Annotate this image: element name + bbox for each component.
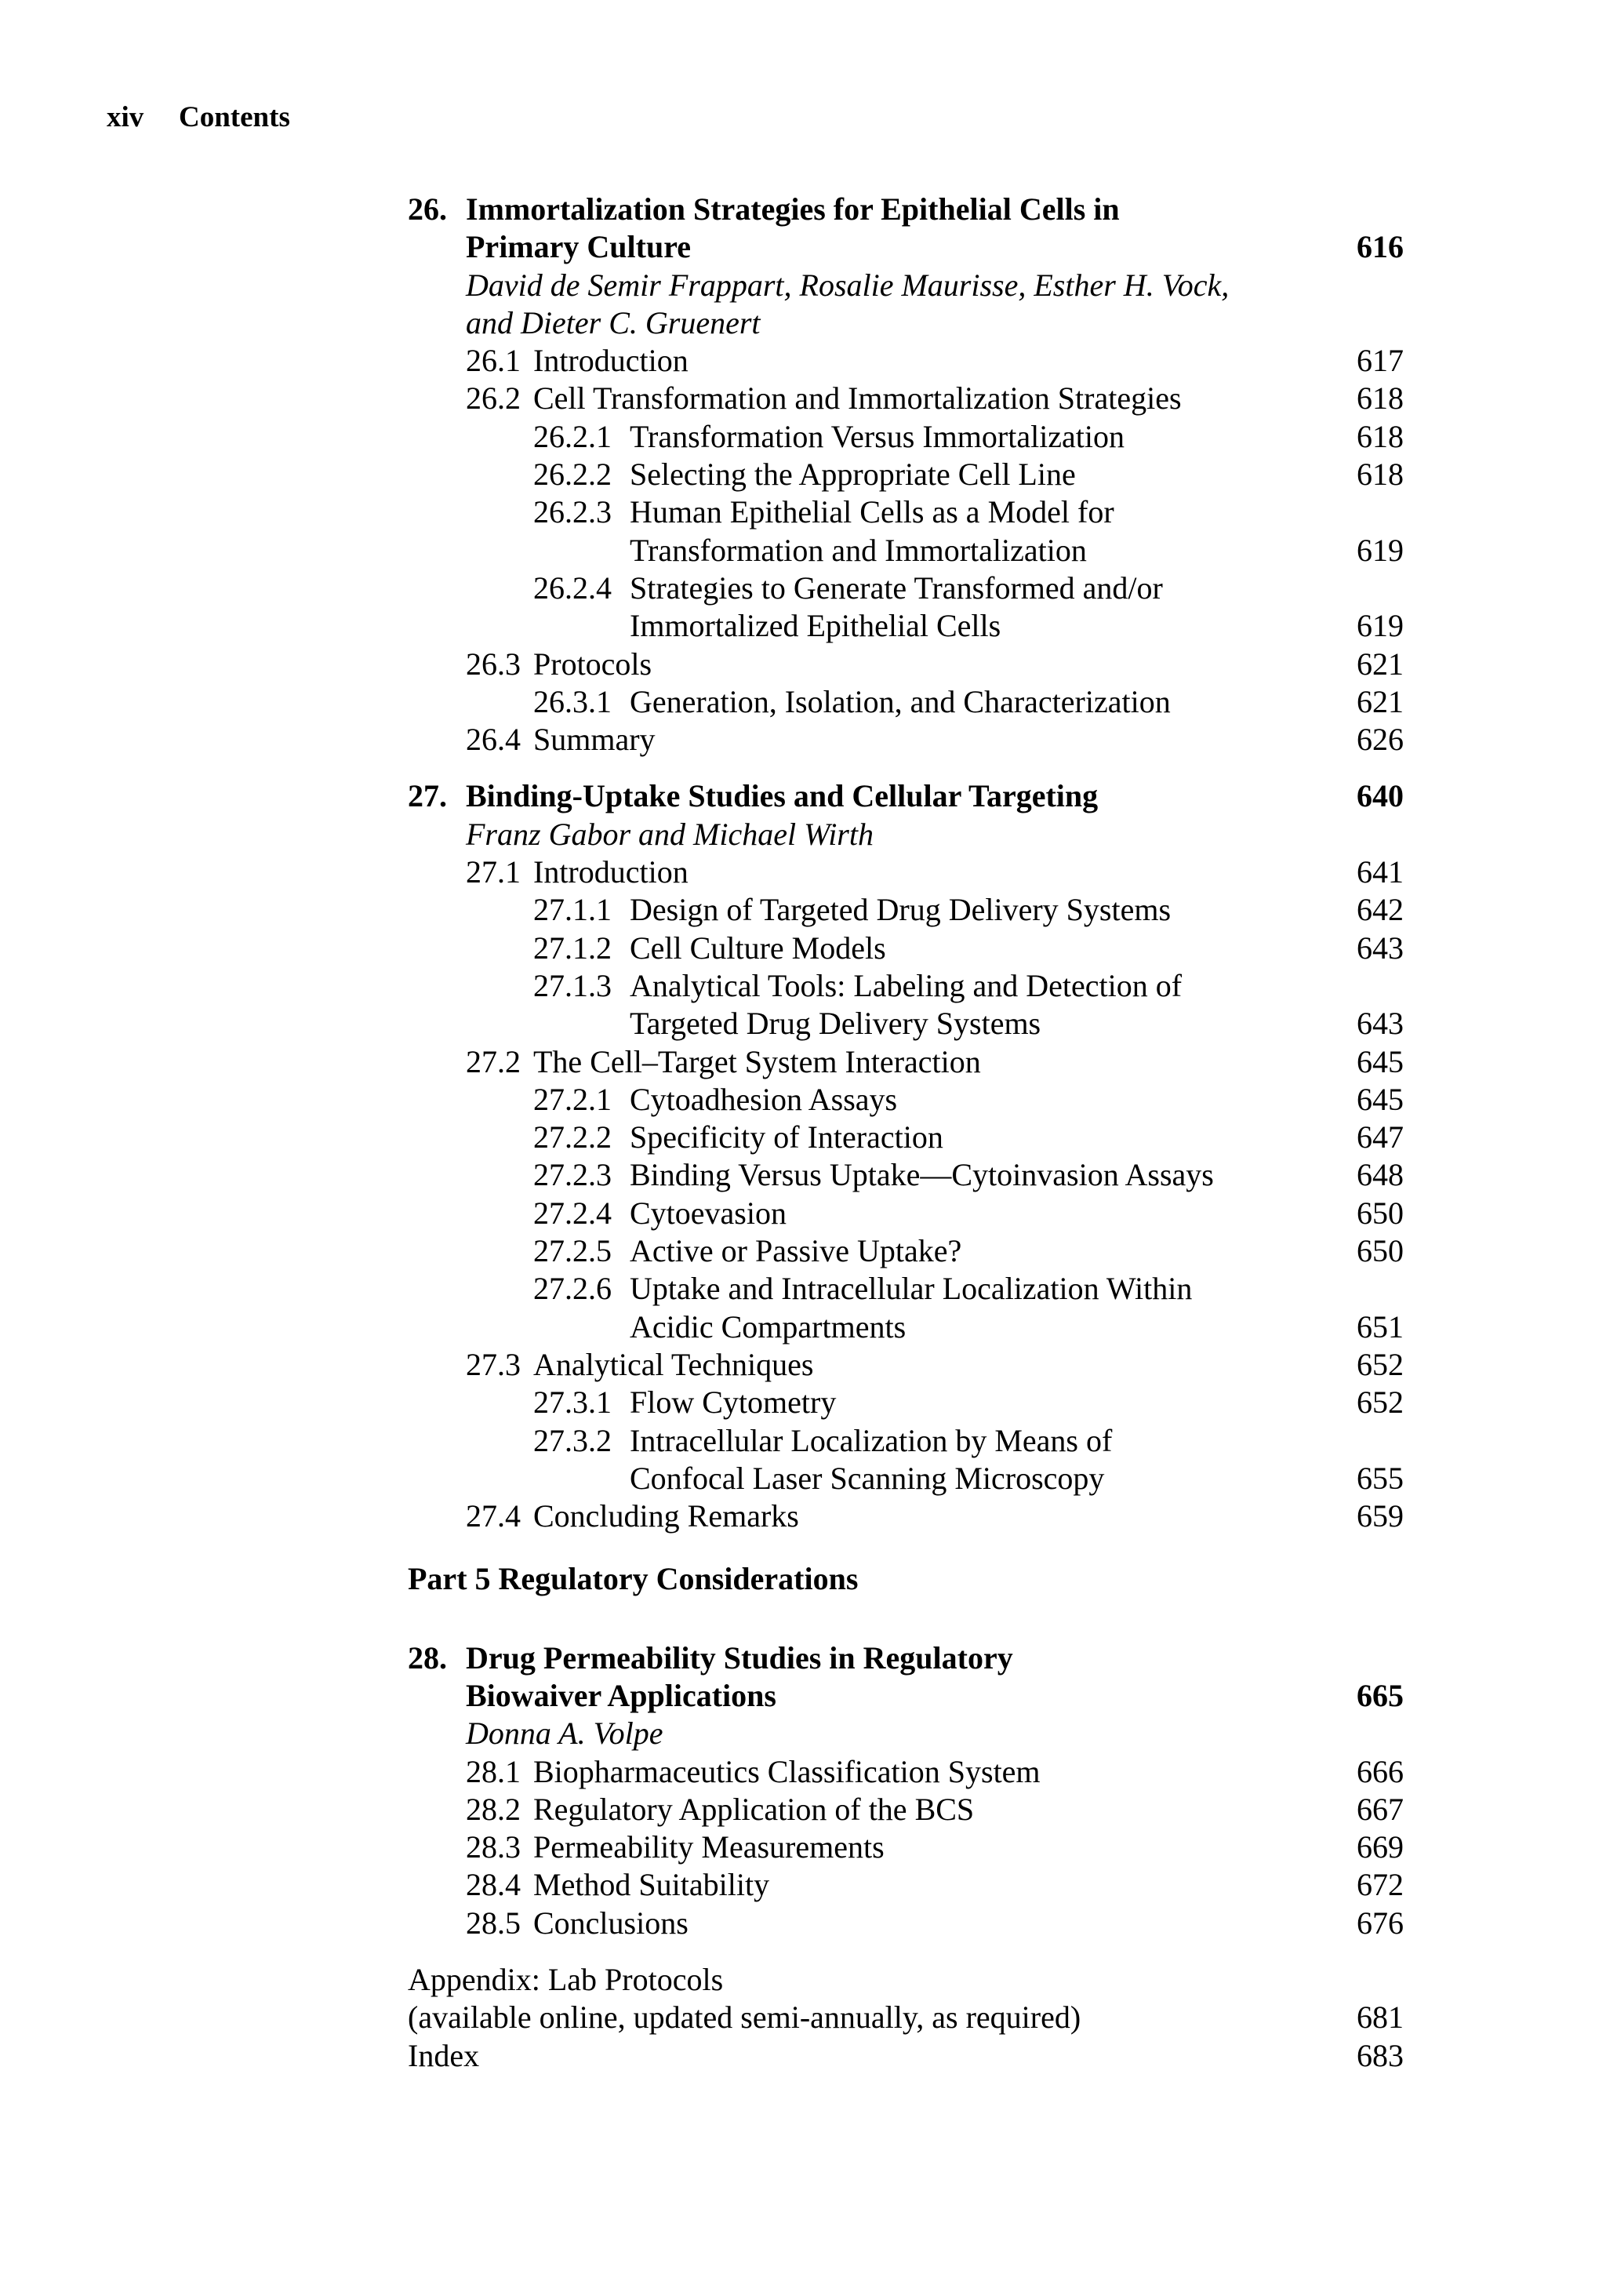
section-entry-continued	[408, 532, 1404, 569]
section-title: Specificity of Interaction	[630, 1119, 943, 1155]
section-number: 27.3.2	[533, 1422, 612, 1458]
section-title: Uptake and Intracellular Localization Within	[630, 1271, 1193, 1307]
page-number: 651	[1357, 1308, 1404, 1344]
chapter-number: 26.	[408, 191, 447, 227]
section-number: 28.3	[466, 1829, 521, 1865]
section-entry	[408, 1346, 1404, 1384]
chapter-title-line	[408, 1677, 1404, 1715]
section-entry-continued	[408, 1460, 1404, 1497]
section-entry	[408, 721, 1404, 759]
section-title: Strategies to Generate Transformed and/or	[630, 569, 1163, 606]
back-matter-entry	[408, 1999, 1404, 2036]
page-number: 681	[1357, 1999, 1404, 2036]
section-title: Concluding Remarks	[533, 1498, 799, 1534]
section-title: Cytoadhesion Assays	[630, 1081, 898, 1117]
subsection-entry	[408, 1384, 1404, 1421]
subsection-entry	[408, 930, 1404, 967]
section-number: 27.2.1	[533, 1081, 612, 1117]
section-number: 28.5	[466, 1905, 521, 1941]
section-entry	[408, 380, 1404, 417]
page-number: 643	[1357, 1006, 1404, 1042]
section-title: Binding Versus Uptake—Cytoinvasion Assays	[630, 1157, 1214, 1193]
section-number: 26.2.4	[533, 569, 612, 606]
section-title: Permeability Measurements	[533, 1829, 885, 1865]
section-entry-continued	[408, 1005, 1404, 1042]
section-number: 27.1.2	[533, 930, 612, 966]
section-title: Summary	[533, 722, 656, 758]
page-number: 648	[1357, 1157, 1404, 1193]
back-matter-entry	[408, 2037, 1404, 2075]
running-head-title: Contents	[179, 101, 290, 133]
section-title: Flow Cytometry	[630, 1385, 837, 1421]
section-title: Selecting the Appropriate Cell Line	[630, 457, 1076, 493]
back-matter-entry	[408, 1961, 1404, 1999]
section-title: Active or Passive Uptake?	[630, 1233, 962, 1269]
section-number: 27.1	[466, 854, 521, 890]
spacer	[408, 1535, 1404, 1560]
page-number: 619	[1357, 608, 1404, 644]
chapter-number: 28.	[408, 1639, 447, 1676]
section-entry	[408, 1497, 1404, 1535]
chapter-authors	[408, 1715, 1404, 1752]
section-number: 27.2.5	[533, 1233, 612, 1269]
section-number: 28.4	[466, 1867, 521, 1903]
section-title: Analytical Tools: Labeling and Detection of	[630, 967, 1183, 1003]
back-matter-title: Index	[408, 2037, 480, 2073]
page-number: 652	[1357, 1385, 1404, 1421]
section-title: Cytoevasion	[630, 1195, 787, 1231]
subsection-entry	[408, 1119, 1404, 1156]
section-number: 26.4	[466, 722, 521, 758]
subsection-entry	[408, 1422, 1404, 1460]
section-entry-continued	[408, 1308, 1404, 1346]
section-title-continued: Immortalized Epithelial Cells	[630, 608, 1001, 644]
section-number: 27.4	[466, 1498, 521, 1534]
section-number: 26.3.1	[533, 683, 612, 719]
section-title: Human Epithelial Cells as a Model for	[630, 494, 1114, 530]
section-title: Intracellular Localization by Means of	[630, 1422, 1113, 1458]
subsection-entry	[408, 891, 1404, 929]
subsection-entry	[408, 1270, 1404, 1308]
section-title: Cell Transformation and Immortalization Strategies	[533, 380, 1182, 417]
chapter-title: Drug Permeability Studies in Regulatory	[466, 1639, 1013, 1676]
section-number: 27.1.1	[533, 892, 612, 928]
section-number: 27.2	[466, 1043, 521, 1079]
section-title: Introduction	[533, 343, 689, 379]
section-title: Analytical Techniques	[533, 1346, 814, 1382]
page-number: 621	[1357, 646, 1404, 682]
chapter-title: Immortalization Strategies for Epithelial Cells in	[466, 191, 1120, 227]
section-number: 27.2.3	[533, 1157, 612, 1193]
page-number: 616	[1357, 229, 1404, 265]
chapter-title: Biowaiver Applications	[466, 1677, 776, 1713]
page-number: 665	[1357, 1677, 1404, 1713]
subsection-entry	[408, 967, 1404, 1005]
page-number: 645	[1357, 1043, 1404, 1079]
page-number: 619	[1357, 532, 1404, 568]
page-number: 683	[1357, 2037, 1404, 2073]
page-number: 617	[1357, 343, 1404, 379]
page-number: 676	[1357, 1905, 1404, 1941]
section-entry-continued	[408, 607, 1404, 645]
page-number: 618	[1357, 418, 1404, 454]
chapter-title: Primary Culture	[466, 229, 691, 265]
section-number: 26.2.3	[533, 494, 612, 530]
section-title: Transformation Versus Immortalization	[630, 418, 1125, 454]
chapter-authors	[408, 816, 1404, 853]
page-number: 667	[1357, 1791, 1404, 1827]
page-number: 652	[1357, 1346, 1404, 1382]
section-title-continued: Confocal Laser Scanning Microscopy	[630, 1460, 1105, 1496]
page-number: 645	[1357, 1081, 1404, 1117]
section-number: 26.2	[466, 380, 521, 417]
section-title-continued: Acidic Compartments	[630, 1308, 907, 1344]
subsection-entry	[408, 1232, 1404, 1270]
chapter-title-line	[408, 228, 1404, 266]
section-entry	[408, 1866, 1404, 1904]
section-title-continued: Targeted Drug Delivery Systems	[630, 1006, 1041, 1042]
section-entry	[408, 646, 1404, 683]
page-number: 618	[1357, 380, 1404, 417]
subsection-entry	[408, 418, 1404, 456]
chapter-authors	[408, 267, 1404, 304]
section-number: 28.1	[466, 1753, 521, 1789]
page-number: 650	[1357, 1233, 1404, 1269]
chapter-title-line	[408, 1639, 1404, 1677]
subsection-entry	[408, 493, 1404, 531]
section-number: 26.2.2	[533, 457, 612, 493]
page-number: 643	[1357, 930, 1404, 966]
section-title-continued: Transformation and Immortalization	[630, 532, 1087, 568]
section-number: 27.3.1	[533, 1385, 612, 1421]
author-line: Donna A. Volpe	[466, 1716, 663, 1752]
section-entry	[408, 853, 1404, 891]
chapter-title: Binding-Uptake Studies and Cellular Targeting	[466, 778, 1099, 814]
section-number: 26.2.1	[533, 418, 612, 454]
section-number: 27.2.4	[533, 1195, 612, 1231]
page-number: 640	[1357, 778, 1404, 814]
page-number: 647	[1357, 1119, 1404, 1155]
section-title: The Cell–Target System Interaction	[533, 1043, 981, 1079]
chapter-title-line	[408, 777, 1404, 815]
part-label: Part 5 Regulatory Considerations	[408, 1561, 859, 1597]
page-number: 641	[1357, 854, 1404, 890]
subsection-entry	[408, 569, 1404, 607]
page-number: 655	[1357, 1460, 1404, 1496]
section-entry	[408, 1043, 1404, 1081]
back-matter-title: (available online, updated semi-annually, as required)	[408, 1999, 1081, 2036]
spacer	[408, 759, 1404, 777]
page-number: 669	[1357, 1829, 1404, 1865]
section-title: Conclusions	[533, 1905, 689, 1941]
subsection-entry	[408, 456, 1404, 493]
section-number: 26.3	[466, 646, 521, 682]
author-line: David de Semir Frappart, Rosalie Maurisse, Esther H. Vock,	[466, 267, 1230, 303]
section-title: Method Suitability	[533, 1867, 770, 1903]
page-number: 626	[1357, 722, 1404, 758]
page-number: 621	[1357, 683, 1404, 719]
section-number: 27.3	[466, 1346, 521, 1382]
section-title: Regulatory Application of the BCS	[533, 1791, 975, 1827]
page-number: 666	[1357, 1753, 1404, 1789]
author-line: and Dieter C. Gruenert	[466, 304, 761, 340]
back-matter-title: Appendix: Lab Protocols	[408, 1962, 724, 1998]
page-number: 642	[1357, 892, 1404, 928]
subsection-entry	[408, 1156, 1404, 1194]
section-number: 27.1.3	[533, 967, 612, 1003]
subsection-entry	[408, 1195, 1404, 1232]
section-number: 27.2.2	[533, 1119, 612, 1155]
chapter-number: 27.	[408, 778, 447, 814]
section-entry	[408, 1828, 1404, 1866]
section-entry	[408, 1791, 1404, 1828]
page-number: 659	[1357, 1498, 1404, 1534]
section-title: Introduction	[533, 854, 689, 890]
chapter-title-line	[408, 191, 1404, 228]
section-entry	[408, 342, 1404, 380]
subsection-entry	[408, 683, 1404, 721]
section-title: Cell Culture Models	[630, 930, 886, 966]
section-number: 28.2	[466, 1791, 521, 1827]
author-line: Franz Gabor and Michael Wirth	[466, 816, 874, 852]
section-title: Generation, Isolation, and Characterization	[630, 683, 1171, 719]
spacer	[408, 1599, 1404, 1639]
running-head	[107, 99, 290, 136]
section-title: Biopharmaceutics Classification System	[533, 1753, 1041, 1789]
section-title: Design of Targeted Drug Delivery Systems	[630, 892, 1172, 928]
section-number: 27.2.6	[533, 1271, 612, 1307]
table-of-contents	[408, 191, 1404, 2075]
page-number: 672	[1357, 1867, 1404, 1903]
section-number: 26.1	[466, 343, 521, 379]
section-entry	[408, 1753, 1404, 1791]
page-number: 650	[1357, 1195, 1404, 1231]
section-title: Protocols	[533, 646, 652, 682]
page-folio: xiv	[107, 101, 144, 133]
subsection-entry	[408, 1081, 1404, 1119]
part-heading	[408, 1560, 1404, 1598]
page-number: 618	[1357, 457, 1404, 493]
section-entry	[408, 1905, 1404, 1942]
chapter-authors	[408, 304, 1404, 342]
spacer	[408, 1942, 1404, 1961]
